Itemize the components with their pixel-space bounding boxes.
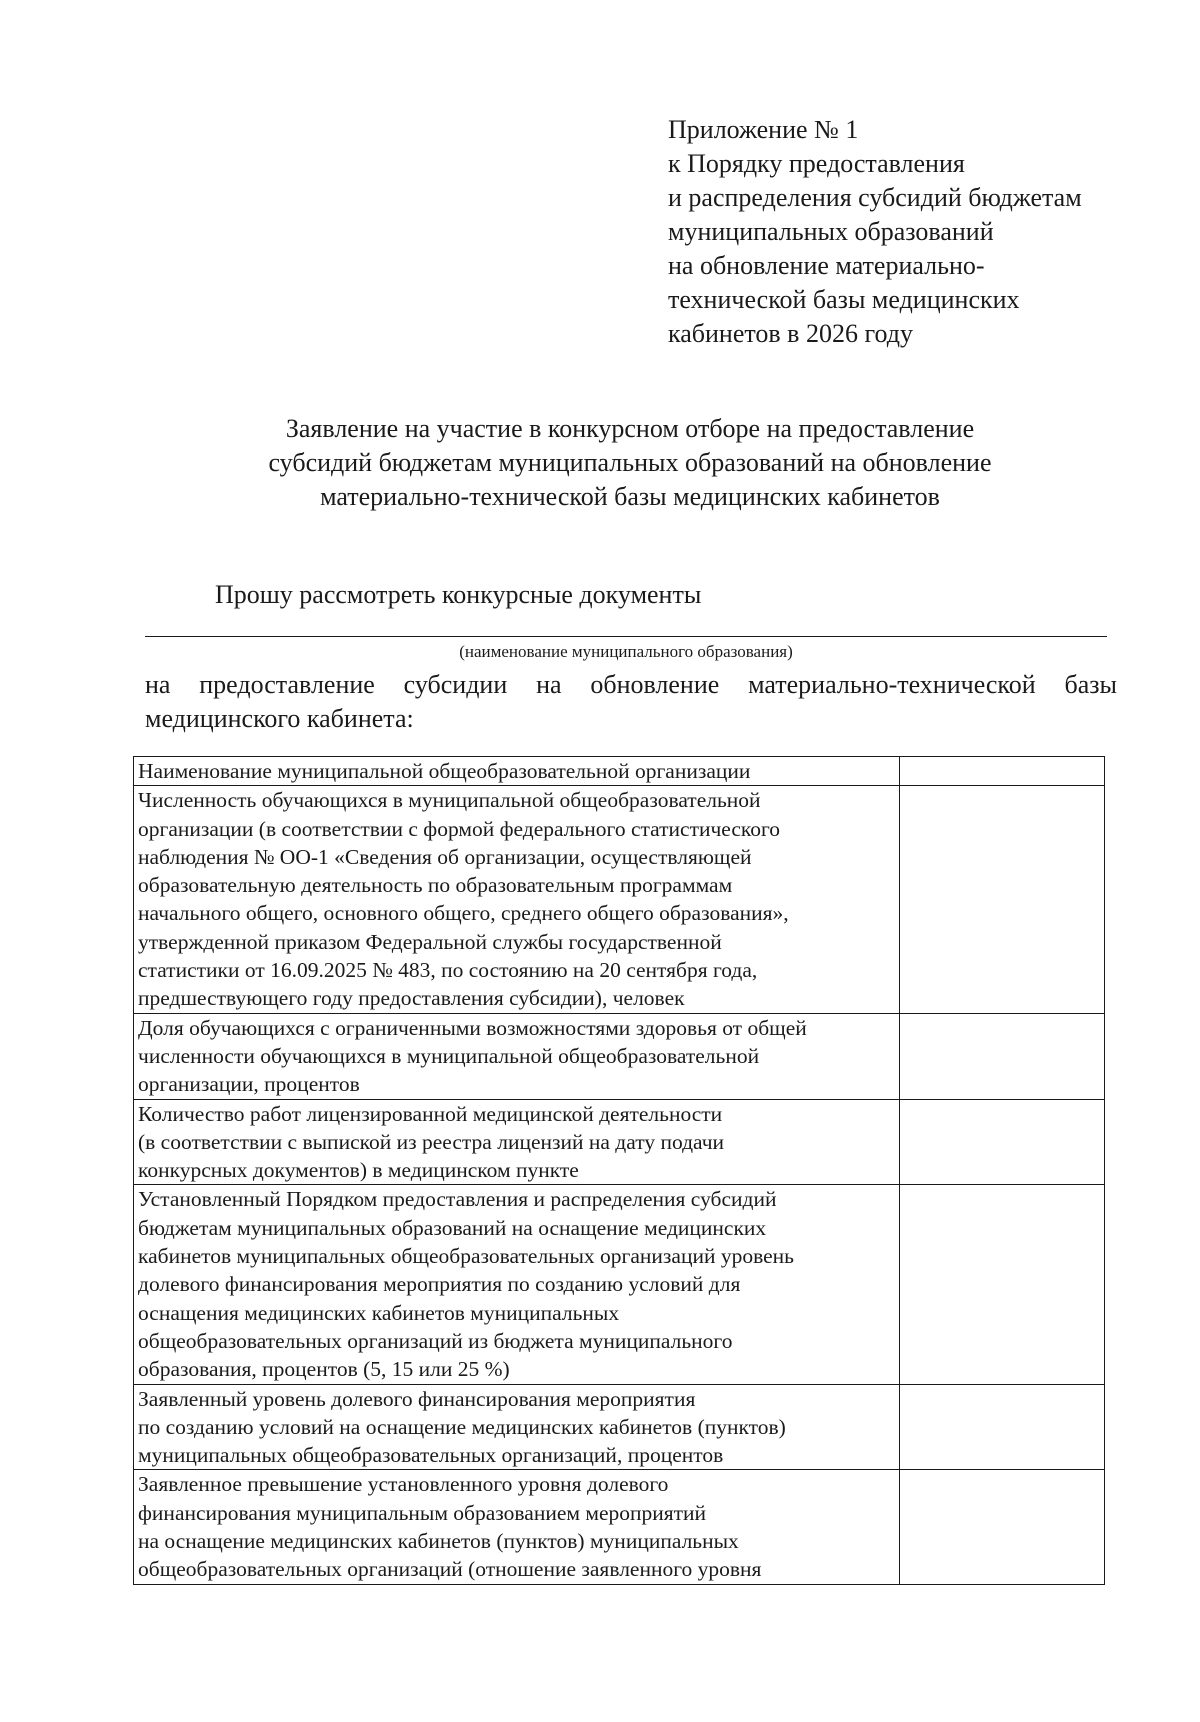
- value-cell[interactable]: [900, 786, 1105, 1013]
- table-row: [134, 1185, 1105, 1384]
- label-line: муниципальных общеобразовательных организаций, процентов: [138, 1443, 724, 1468]
- value-cell[interactable]: [900, 1099, 1105, 1185]
- label-line: конкурсных документов) в медицинском пункте: [138, 1158, 579, 1183]
- value-cell[interactable]: [900, 1185, 1105, 1384]
- label-line: на оснащение медицинских кабинетов (пунктов) муниципальных: [138, 1529, 739, 1554]
- label-line: Наименование муниципальной общеобразовательной организации: [138, 759, 751, 783]
- label-line: бюджетам муниципальных образований на оснащение медицинских: [138, 1215, 767, 1240]
- purpose-text: [145, 668, 1117, 736]
- purpose-line-1: на предоставление субсидии на обновление материально-технической базы: [145, 670, 1117, 699]
- label-line: общеобразовательных организаций из бюджета муниципального: [138, 1328, 733, 1353]
- label-line: организации (в соответствии с формой федерального статистического: [138, 816, 781, 841]
- label-line: Заявленный уровень долевого финансирования мероприятия: [138, 1386, 696, 1411]
- label-line: наблюдения № ОО-1 «Сведения об организации, осуществляющей: [138, 844, 752, 869]
- label-line: Заявленное превышение установленного уровня долевого: [138, 1472, 669, 1497]
- request-text: Прошу рассмотреть конкурсные документы: [215, 580, 702, 609]
- row-label: [134, 757, 900, 786]
- label-line: организации, процентов: [138, 1072, 360, 1097]
- label-line: численности обучающихся в муниципальной общеобразовательной: [138, 1043, 760, 1068]
- table-row: [134, 757, 1105, 786]
- label-line: общеобразовательных организаций (отношение заявленного уровня: [138, 1557, 762, 1582]
- table-row: [134, 786, 1105, 1013]
- municipality-caption: (наименование муниципального образования): [459, 642, 793, 661]
- title-line: Заявление на участие в конкурсном отборе на предоставление: [285, 414, 975, 443]
- label-line: Количество работ лицензированной медицинской деятельности: [138, 1101, 723, 1126]
- annex-line: кабинетов в 2026 году: [668, 319, 913, 348]
- value-cell[interactable]: [900, 1384, 1105, 1470]
- row-label: [134, 1384, 900, 1470]
- label-line: Численность обучающихся в муниципальной общеобразовательной: [138, 788, 761, 813]
- row-label: [134, 786, 900, 1013]
- label-line: Установленный Порядком предоставления и распределения субсидий: [138, 1187, 777, 1212]
- row-label: [134, 1099, 900, 1185]
- table-row: [134, 1384, 1105, 1470]
- label-line: начального общего, основного общего, среднего общего образования»,: [138, 901, 789, 926]
- value-cell[interactable]: [900, 1013, 1105, 1099]
- application-table: [133, 756, 1105, 1585]
- annex-line: на обновление материально-: [668, 251, 985, 280]
- annex-line: и распределения субсидий бюджетам: [668, 183, 1082, 212]
- label-line: оснащения медицинских кабинетов муниципальных: [138, 1300, 620, 1325]
- annex-line: к Порядку предоставления: [668, 149, 965, 178]
- table-row: [134, 1099, 1105, 1185]
- label-line: предшествующего году предоставления субсидии), человек: [138, 986, 685, 1011]
- municipality-blank-line[interactable]: [145, 636, 1107, 637]
- label-line: (в соответствии с выпиской из реестра лицензий на дату подачи: [138, 1129, 725, 1154]
- row-label: [134, 1013, 900, 1099]
- annex-line: Приложение № 1: [668, 115, 859, 144]
- purpose-line-2: медицинского кабинета:: [145, 704, 414, 733]
- table-row: [134, 1470, 1105, 1584]
- label-line: образовательную деятельность по образовательным программам: [138, 873, 733, 898]
- row-label: [134, 1185, 900, 1384]
- title-line: материально-технической базы медицинских кабинетов: [320, 482, 940, 511]
- label-line: финансирования муниципальным образованием мероприятий: [138, 1500, 707, 1525]
- label-line: статистики от 16.09.2025 № 483, по состоянию на 20 сентября года,: [138, 958, 758, 983]
- label-line: долевого финансирования мероприятия по созданию условий для: [138, 1272, 741, 1297]
- label-line: Доля обучающихся с ограниченными возможностями здоровья от общей: [138, 1015, 807, 1040]
- annex-line: технической базы медицинских: [668, 285, 1020, 314]
- table-row: [134, 1013, 1105, 1099]
- document-title: [140, 412, 1120, 514]
- annex-line: муниципальных образований: [668, 217, 994, 246]
- label-line: образования, процентов (5, 15 или 25 %): [138, 1357, 510, 1382]
- title-line: субсидий бюджетам муниципальных образований на обновление: [268, 448, 992, 477]
- value-cell[interactable]: [900, 1470, 1105, 1584]
- value-cell[interactable]: [900, 757, 1105, 786]
- annex-header: [668, 113, 1168, 351]
- label-line: по созданию условий на оснащение медицинских кабинетов (пунктов): [138, 1414, 786, 1439]
- label-line: утвержденной приказом Федеральной службы государственной: [138, 929, 722, 954]
- label-line: кабинетов муниципальных общеобразовательных организаций уровень: [138, 1244, 794, 1269]
- row-label: [134, 1470, 900, 1584]
